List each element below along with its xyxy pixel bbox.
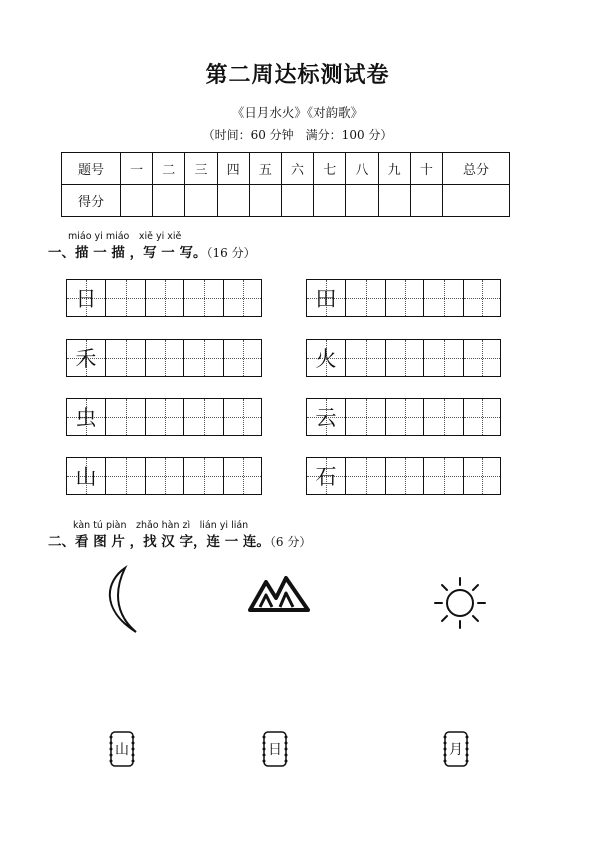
mountain-icon bbox=[246, 574, 312, 614]
writing-cell[interactable] bbox=[423, 340, 463, 376]
cell-guide-line bbox=[464, 476, 500, 477]
writing-cell[interactable] bbox=[183, 280, 223, 316]
writing-cell[interactable] bbox=[183, 458, 223, 494]
cell-guide-line bbox=[224, 358, 261, 359]
writing-cell[interactable] bbox=[345, 280, 385, 316]
cell-guide-line bbox=[424, 476, 463, 477]
writing-grid-tian[interactable] bbox=[306, 279, 501, 317]
table-column-label: 九 bbox=[378, 153, 410, 185]
cell-guide-line bbox=[464, 298, 500, 299]
score-cell-total[interactable] bbox=[443, 185, 510, 217]
score-cell[interactable] bbox=[314, 185, 346, 217]
label-text: 山 bbox=[115, 742, 129, 758]
writing-cell[interactable] bbox=[463, 340, 500, 376]
writing-cell[interactable] bbox=[385, 399, 423, 435]
cell-guide-line bbox=[424, 298, 463, 299]
trace-char: 云 bbox=[315, 406, 337, 430]
writing-cell[interactable] bbox=[105, 458, 145, 494]
writing-cell[interactable] bbox=[145, 458, 183, 494]
score-table-score-row bbox=[62, 185, 510, 217]
writing-cell[interactable] bbox=[223, 340, 261, 376]
writing-cell[interactable] bbox=[423, 399, 463, 435]
score-cell[interactable] bbox=[153, 185, 185, 217]
trace-char: 田 bbox=[315, 287, 337, 311]
writing-cell[interactable] bbox=[145, 340, 183, 376]
cell-guide-line bbox=[386, 417, 423, 418]
section1-heading bbox=[48, 241, 256, 261]
cell-guide-line bbox=[464, 358, 500, 359]
moon-icon bbox=[98, 565, 142, 637]
trace-char: 石 bbox=[315, 465, 337, 489]
label-card-yue[interactable] bbox=[442, 729, 470, 769]
cell-guide-line bbox=[386, 476, 423, 477]
cell-guide-line bbox=[184, 476, 223, 477]
table-column-label: 六 bbox=[281, 153, 313, 185]
writing-cell[interactable] bbox=[105, 399, 145, 435]
table-score-label: 得分 bbox=[62, 185, 121, 217]
writing-cell[interactable] bbox=[183, 340, 223, 376]
trace-char: 山 bbox=[75, 465, 97, 489]
score-cell[interactable] bbox=[121, 185, 153, 217]
writing-cell[interactable] bbox=[183, 399, 223, 435]
trace-char: 虫 bbox=[75, 406, 97, 430]
cell-guide-line bbox=[184, 358, 223, 359]
score-cell[interactable] bbox=[217, 185, 249, 217]
cell-guide-line bbox=[184, 298, 223, 299]
writing-cell[interactable] bbox=[105, 340, 145, 376]
cell-guide-line bbox=[224, 476, 261, 477]
trace-char: 火 bbox=[315, 347, 337, 371]
cell-guide-line bbox=[106, 417, 145, 418]
score-table-header-row bbox=[62, 153, 510, 185]
writing-cell[interactable] bbox=[145, 280, 183, 316]
table-column-label: 八 bbox=[346, 153, 378, 185]
writing-cell[interactable] bbox=[463, 280, 500, 316]
writing-grid-ri[interactable] bbox=[66, 279, 262, 317]
page-subtitle: 《日月水火》《对韵歌》 bbox=[231, 105, 364, 120]
page-title: 第二周达标测试卷 bbox=[205, 62, 390, 88]
writing-grid-shan[interactable] bbox=[66, 457, 262, 495]
cell-guide-line bbox=[424, 417, 463, 418]
writing-cell[interactable] bbox=[385, 458, 423, 494]
table-column-label: 二 bbox=[153, 153, 185, 185]
label-text: 月 bbox=[449, 742, 463, 758]
cell-guide-line bbox=[184, 417, 223, 418]
cell-guide-line bbox=[106, 358, 145, 359]
section2-pinyin: kàn tú piàn zhǎo hàn zì lián yi lián bbox=[73, 520, 249, 531]
writing-cell[interactable] bbox=[385, 340, 423, 376]
table-column-label: 四 bbox=[217, 153, 249, 185]
writing-cell[interactable] bbox=[345, 399, 385, 435]
table-total-label: 总分 bbox=[443, 153, 510, 185]
score-cell[interactable] bbox=[185, 185, 217, 217]
exam-info: （时间：60 分钟 满分：100 分） bbox=[202, 128, 393, 142]
writing-cell[interactable] bbox=[223, 458, 261, 494]
cell-guide-line bbox=[146, 298, 183, 299]
cell-guide-line bbox=[224, 298, 261, 299]
cell-guide-line bbox=[346, 298, 385, 299]
score-cell[interactable] bbox=[410, 185, 442, 217]
writing-grid-he[interactable] bbox=[66, 339, 262, 377]
section1-pinyin: miáo yi miáo xiě yi xiě bbox=[68, 231, 182, 242]
table-column-label: 七 bbox=[314, 153, 346, 185]
writing-cell[interactable] bbox=[385, 280, 423, 316]
section2-points: （6 分） bbox=[269, 535, 312, 549]
trace-char: 禾 bbox=[75, 347, 97, 371]
score-cell[interactable] bbox=[346, 185, 378, 217]
writing-grid-shi[interactable] bbox=[306, 457, 501, 495]
table-header-label: 题号 bbox=[62, 153, 121, 185]
score-table bbox=[61, 152, 510, 217]
table-column-label: 一 bbox=[121, 153, 153, 185]
cell-guide-line bbox=[106, 298, 145, 299]
writing-cell[interactable] bbox=[423, 280, 463, 316]
writing-grid-huo[interactable] bbox=[306, 339, 501, 377]
label-text: 日 bbox=[268, 742, 282, 758]
writing-cell[interactable] bbox=[223, 280, 261, 316]
cell-guide-line bbox=[106, 476, 145, 477]
writing-grid-yun[interactable] bbox=[306, 398, 501, 436]
score-cell[interactable] bbox=[281, 185, 313, 217]
cell-guide-line bbox=[386, 358, 423, 359]
cell-guide-line bbox=[424, 358, 463, 359]
cell-guide-line bbox=[146, 417, 183, 418]
cell-guide-line bbox=[464, 417, 500, 418]
trace-char: 日 bbox=[75, 287, 97, 311]
section1-title: 一、描 一 描 ，写 一 写。 bbox=[48, 245, 207, 261]
cell-guide-line bbox=[146, 358, 183, 359]
cell-guide-line bbox=[346, 417, 385, 418]
cell-guide-line bbox=[346, 358, 385, 359]
writing-grid-chong[interactable] bbox=[66, 398, 262, 436]
writing-cell[interactable] bbox=[145, 399, 183, 435]
score-cell[interactable] bbox=[378, 185, 410, 217]
cell-guide-line bbox=[224, 417, 261, 418]
table-column-label: 五 bbox=[249, 153, 281, 185]
table-column-label: 三 bbox=[185, 153, 217, 185]
table-column-label: 十 bbox=[410, 153, 442, 185]
section2-heading bbox=[48, 530, 311, 550]
writing-cell[interactable] bbox=[345, 458, 385, 494]
writing-cell[interactable] bbox=[463, 458, 500, 494]
cell-guide-line bbox=[146, 476, 183, 477]
label-card-shan[interactable] bbox=[108, 729, 136, 769]
score-cell[interactable] bbox=[249, 185, 281, 217]
cell-guide-line bbox=[386, 298, 423, 299]
writing-cell[interactable] bbox=[345, 340, 385, 376]
section2-title: 二、看 图 片 ，找 汉 字，连 一 连。 bbox=[48, 534, 270, 550]
writing-cell[interactable] bbox=[423, 458, 463, 494]
writing-cell[interactable] bbox=[105, 280, 145, 316]
writing-cell[interactable] bbox=[463, 399, 500, 435]
sun-icon bbox=[433, 576, 487, 630]
cell-guide-line bbox=[346, 476, 385, 477]
label-card-ri[interactable] bbox=[261, 729, 289, 769]
section1-points: （16 分） bbox=[206, 246, 256, 260]
writing-cell[interactable] bbox=[223, 399, 261, 435]
